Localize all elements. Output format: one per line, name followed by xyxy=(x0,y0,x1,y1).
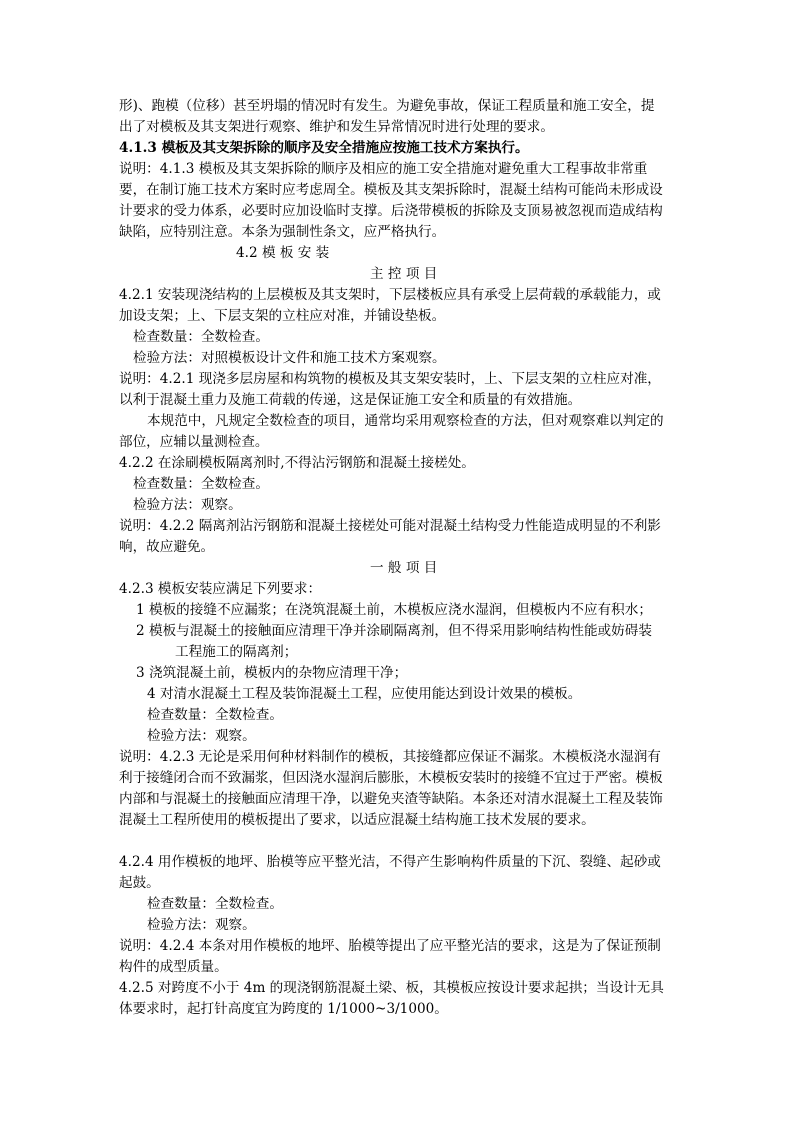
text-line: 本规范中，凡规定全数检查的项目，通常均采用观察检查的方法，但对观察难以判定的 xyxy=(147,413,664,429)
list-item: 3 浇筑混凝土前，模板内的杂物应清理干净； xyxy=(136,665,408,681)
text-line: 缺陷，应特别注意。本条为强制性条文，应严格执行。 xyxy=(119,224,446,240)
text-line: 检查数量：全数检查。 xyxy=(133,476,269,492)
list-item: 4 对清水混凝土工程及装饰混凝土工程，应使用能达到设计效果的模板。 xyxy=(147,686,582,702)
text-line: 4.2.4 用作模板的地坪、胎模等应平整光洁，不得产生影响构件质量的下沉、裂缝、起砂或 xyxy=(119,854,661,870)
text-line: 4.2.3 模板安装应满足下列要求： xyxy=(119,581,322,597)
subsection-title: 一 般 项 目 xyxy=(370,560,438,576)
list-item: 1 模板的接缝不应漏浆；在浇筑混凝土前，木模板应浇水湿润，但模板内不应有积水； xyxy=(136,602,652,618)
text-line: 起鼓。 xyxy=(119,875,160,891)
text-line: 检验方法：观察。 xyxy=(147,728,256,744)
text-line: 响，故应避免。 xyxy=(119,539,215,555)
list-item: 2 模板与混凝土的接触面应清理干净并涂刷隔离剂，但不得采用影响结构性能或妨碍装 xyxy=(136,623,652,639)
section-heading: 4.1.3 模板及其支架拆除的顺序及安全措施应按施工技术方案执行。 xyxy=(119,140,529,156)
text-line: 检查数量：全数检查。 xyxy=(147,707,283,723)
text-line: 检验方法：观察。 xyxy=(133,497,242,513)
text-line: 体要求时，起打针高度宜为跨度的 1/1000~3/1000。 xyxy=(119,1001,448,1017)
text-line: 出了对模板及其支架进行观察、维护和发生异常情况时进行处理的要求。 xyxy=(119,119,554,135)
text-line: 说明：4.2.2 隔离剂沾污钢筋和混凝土接槎处可能对混凝土结构受力性能造成明显的不利影 xyxy=(119,518,661,534)
list-item-continuation: 工程施工的隔离剂； xyxy=(175,644,298,660)
text-line: 混凝土工程所使用的模板提出了要求，以适应混凝土结构施工技术发展的要求。 xyxy=(119,812,595,828)
text-line: 检查数量：全数检查。 xyxy=(147,896,283,912)
text-line: 构件的成型质量。 xyxy=(119,959,228,975)
text-line: 4.2.2 在涂刷模板隔离剂时,不得沾污钢筋和混凝土接槎处。 xyxy=(119,455,475,471)
text-line: 说明：4.2.3 无论是采用何种材料制作的模板，其接缝都应保证不漏浆。木模板浇水湿润有 xyxy=(119,749,661,765)
text-line: 加设支架；上、下层支架的立柱应对准，并铺设垫板。 xyxy=(119,308,446,324)
text-line: 说明：4.2.1 现浇多层房屋和构筑物的模板及其支架安装时，上、下层支架的立柱应对准， xyxy=(119,371,661,387)
text-line: 检验方法：对照模板设计文件和施工技术方案观察。 xyxy=(133,350,446,366)
text-line: 以利于混凝土重力及施工荷载的传递，这是保证施工安全和质量的有效措施。 xyxy=(119,392,582,408)
text-line: 说明：4.1.3 模板及其支架拆除的顺序及相应的施工安全措施对避免重大工程事故非常重 xyxy=(119,161,648,177)
text-line: 形)、跑模（位移）甚至坍塌的情况时有发生。为避免事故，保证工程质量和施工安全，提 xyxy=(119,98,655,114)
text-line: 说明：4.2.4 本条对用作模板的地坪、胎模等提出了应平整光洁的要求，这是为了保证预制 xyxy=(119,938,661,954)
text-line: 4.2.1 安装现浇结构的上层模板及其支架时，下层楼板应具有承受上层荷载的承载能力，或 xyxy=(119,287,661,303)
text-line: 要，在制订施工技术方案时应考虑周全。模板及其支架拆除时，混凝土结构可能尚未形成设 xyxy=(119,182,663,198)
text-line: 4.2.5 对跨度不小于 4m 的现浇钢筋混凝土梁、板，其模板应按设计要求起拱；当设计无具 xyxy=(119,980,664,996)
section-title: 4.2 模 板 安 装 xyxy=(236,245,330,261)
text-line: 部位，应辅以量测检查。 xyxy=(119,434,269,450)
text-line: 检验方法：观察。 xyxy=(147,917,256,933)
text-line: 计要求的受力体系，必要时应加设临时支撑。后浇带模板的拆除及支顶易被忽视而造成结构 xyxy=(119,203,663,219)
text-line: 检查数量：全数检查。 xyxy=(133,329,269,345)
subsection-title: 主 控 项 目 xyxy=(370,266,438,282)
text-line: 内部和与混凝土的接触面应清理干净，以避免夹渣等缺陷。本条还对清水混凝土工程及装饰 xyxy=(119,791,663,807)
text-line: 利于接缝闭合而不致漏浆，但因浇水湿润后膨胀，木模板安装时的接缝不宜过于严密。模板 xyxy=(119,770,663,786)
